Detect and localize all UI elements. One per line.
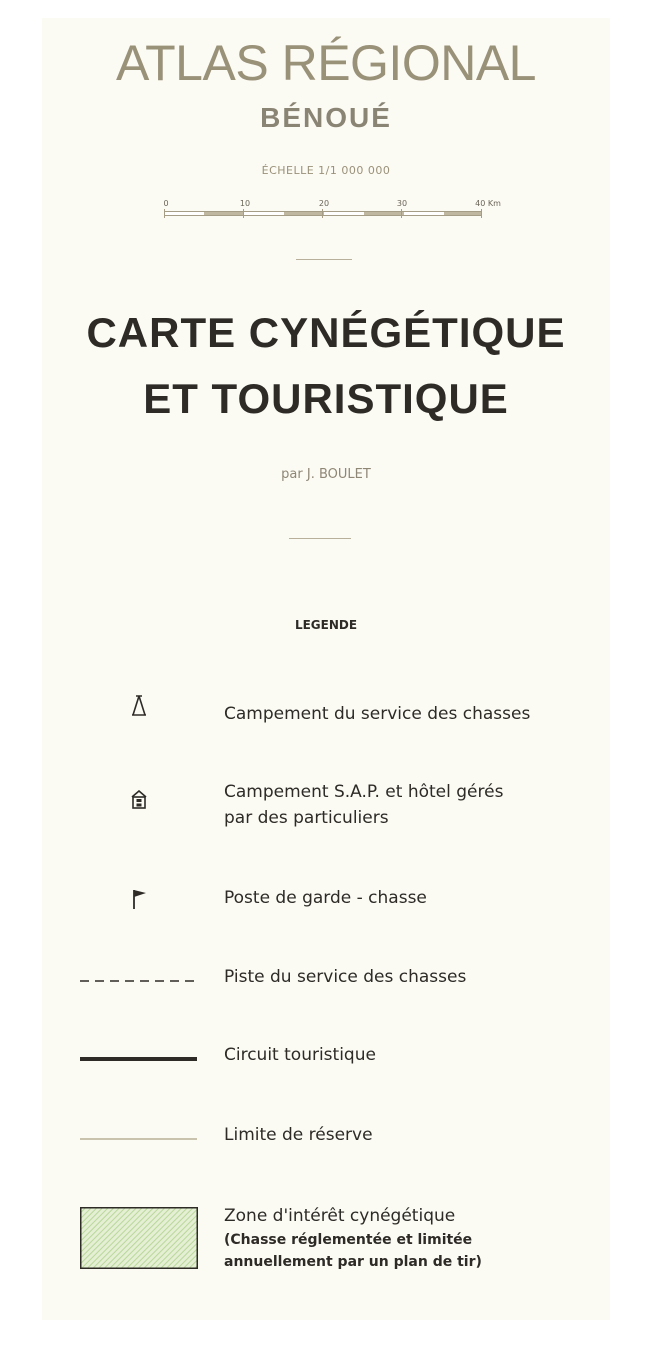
legend-label-line-1: Campement S.A.P. et hôtel gérés — [224, 782, 504, 802]
scale-tick-label: 10 — [239, 199, 251, 208]
dashed-line-symbol — [80, 977, 198, 985]
author-credit: par J. BOULET — [281, 467, 371, 482]
main-title-line-1: CARTE CYNÉGÉTIQUE — [86, 309, 566, 356]
legend-label: Limite de réserve — [224, 1125, 373, 1145]
hatched-box-symbol — [80, 1207, 198, 1269]
hotel-icon — [130, 790, 148, 810]
thin-line-symbol — [80, 1138, 197, 1140]
main-title — [0, 300, 652, 432]
legend-label: Campement du service des chasses — [224, 704, 531, 724]
scale-title: ÉCHELLE 1/1 000 000 — [261, 164, 391, 177]
separator-rule — [296, 259, 352, 260]
scale-tick-label: 30 — [396, 199, 408, 208]
legend-label: Poste de garde - chasse — [224, 888, 427, 908]
legend-label: Circuit touristique — [224, 1045, 376, 1065]
hunting-camp-icon — [131, 695, 147, 717]
separator-rule — [289, 538, 351, 539]
scale-bar-track — [164, 211, 482, 216]
legend-label-line-2: (Chasse réglementée et limitée — [224, 1232, 473, 1248]
scale-tick-label: 0 — [163, 199, 169, 208]
legend-label-line-1: Zone d'intérêt cynégétique — [224, 1206, 456, 1226]
flag-icon — [131, 888, 149, 910]
atlas-title: ATLAS RÉGIONAL — [116, 35, 536, 91]
region-title: BÉNOUÉ — [260, 102, 392, 133]
scale-tick-label: 20 — [318, 199, 330, 208]
legend-label-line-2: par des particuliers — [224, 808, 389, 828]
scale-tick-label: 40 Km — [475, 199, 501, 208]
legend-heading: LEGENDE — [294, 618, 358, 632]
legend-label: Piste du service des chasses — [224, 967, 467, 987]
thick-line-symbol — [80, 1057, 197, 1061]
main-title-line-2: ET TOURISTIQUE — [143, 375, 509, 422]
legend-label-line-3: annuellement par un plan de tir) — [224, 1254, 482, 1270]
